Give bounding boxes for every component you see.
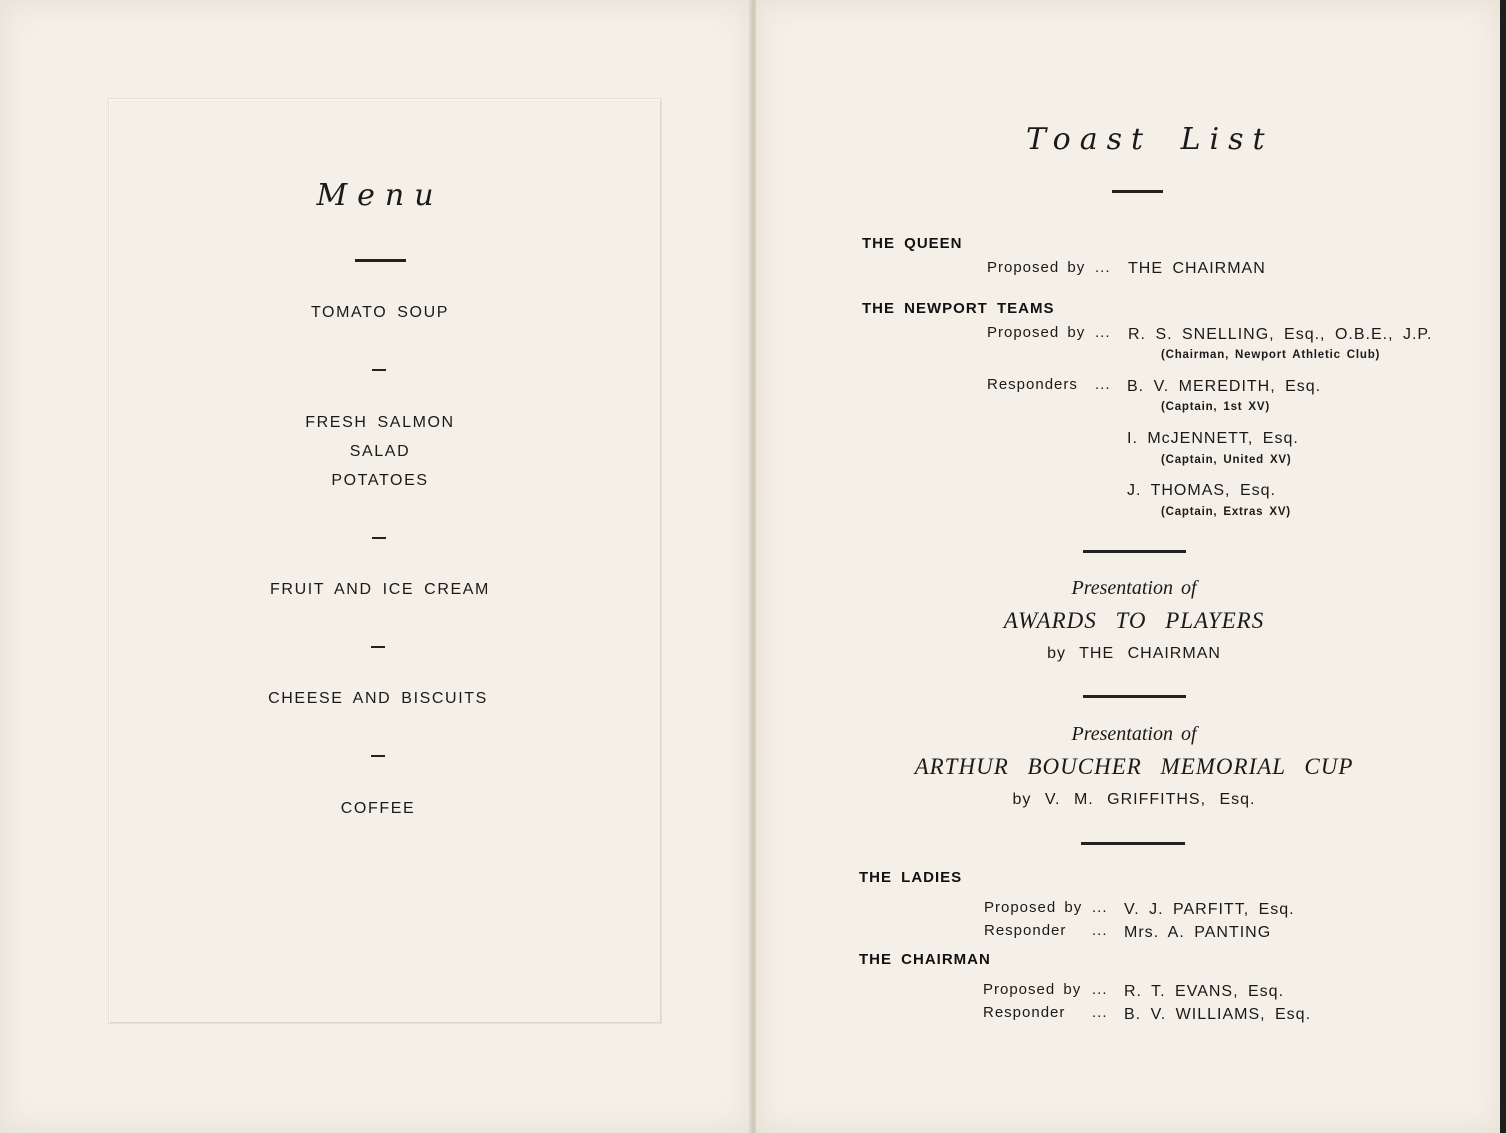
course-separator <box>371 755 385 757</box>
proposer-name: V. J. PARFITT, Esq. <box>1124 901 1295 918</box>
cup-title: ARTHUR BOUCHER MEMORIAL CUP <box>914 754 1354 779</box>
course-separator <box>372 537 386 539</box>
toast-heading-queen: THE QUEEN <box>862 235 963 252</box>
course-separator <box>372 369 386 371</box>
responder-note: (Captain, Extras XV) <box>1161 506 1291 518</box>
proposed-by-label: Proposed by <box>984 899 1083 916</box>
menu-page <box>0 0 752 1133</box>
responder-name: B. V. MEREDITH, Esq. <box>1127 378 1322 395</box>
ellipsis: ... <box>1092 981 1108 998</box>
section-rule <box>1083 695 1186 698</box>
course-soup: TOMATO SOUP <box>310 304 450 321</box>
responder-note: (Captain, 1st XV) <box>1161 401 1270 413</box>
course-cheese: CHEESE AND BISCUITS <box>268 690 488 707</box>
responder-name: Mrs. A. PANTING <box>1124 924 1272 941</box>
section-rule <box>1081 842 1185 845</box>
section-rule <box>1083 550 1186 553</box>
course-coffee: COFFEE <box>340 800 416 817</box>
title-rule <box>1112 190 1163 193</box>
ellipsis: ... <box>1095 324 1111 341</box>
proposed-by-label: Proposed by <box>987 324 1086 341</box>
course-potatoes: POTATOES <box>331 472 429 489</box>
toast-list-page <box>756 0 1502 1133</box>
course-separator <box>371 646 385 648</box>
course-dessert: FRUIT AND ICE CREAM <box>270 581 490 598</box>
proposed-by-label: Proposed by <box>983 981 1082 998</box>
responder-label: Responder <box>984 922 1067 939</box>
ellipsis: ... <box>1092 899 1108 916</box>
awards-intro: Presentation of <box>1071 577 1197 599</box>
cup-intro: Presentation of <box>1071 723 1197 745</box>
title-rule <box>355 259 406 262</box>
course-salad: SALAD <box>349 443 411 460</box>
proposer-name: R. T. EVANS, Esq. <box>1124 983 1285 1000</box>
responders-label: Responders <box>987 376 1078 393</box>
responder-name: B. V. WILLIAMS, Esq. <box>1124 1006 1312 1023</box>
ellipsis: ... <box>1092 922 1108 939</box>
menu-title: Menu <box>316 178 444 213</box>
awards-title: AWARDS TO PLAYERS <box>1003 608 1265 633</box>
responder-name: I. McJENNETT, Esq. <box>1127 430 1299 447</box>
scan-edge <box>1500 0 1506 1133</box>
responder-label: Responder <box>983 1004 1066 1021</box>
course-salmon: FRESH SALMON <box>305 414 455 431</box>
toast-heading-chairman: THE CHAIRMAN <box>859 951 991 968</box>
ellipsis: ... <box>1092 1004 1108 1021</box>
cup-presenter: by V. M. GRIFFITHS, Esq. <box>1012 791 1256 808</box>
embossed-panel <box>108 98 662 1024</box>
ellipsis: ... <box>1095 259 1111 276</box>
awards-presenter: by THE CHAIRMAN <box>1047 645 1221 662</box>
toast-heading-ladies: THE LADIES <box>859 869 963 886</box>
proposer-note: (Chairman, Newport Athletic Club) <box>1161 349 1381 361</box>
ellipsis: ... <box>1095 376 1111 393</box>
responder-name: J. THOMAS, Esq. <box>1127 482 1276 499</box>
responder-note: (Captain, United XV) <box>1161 454 1292 466</box>
proposer-name: R. S. SNELLING, Esq., O.B.E., J.P. <box>1128 326 1433 343</box>
proposed-by-label: Proposed by <box>987 259 1086 276</box>
proposer-name: THE CHAIRMAN <box>1128 260 1266 277</box>
toast-heading-newport-teams: THE NEWPORT TEAMS <box>862 300 1055 317</box>
toast-list-title-text: Toast List <box>1026 122 1274 157</box>
